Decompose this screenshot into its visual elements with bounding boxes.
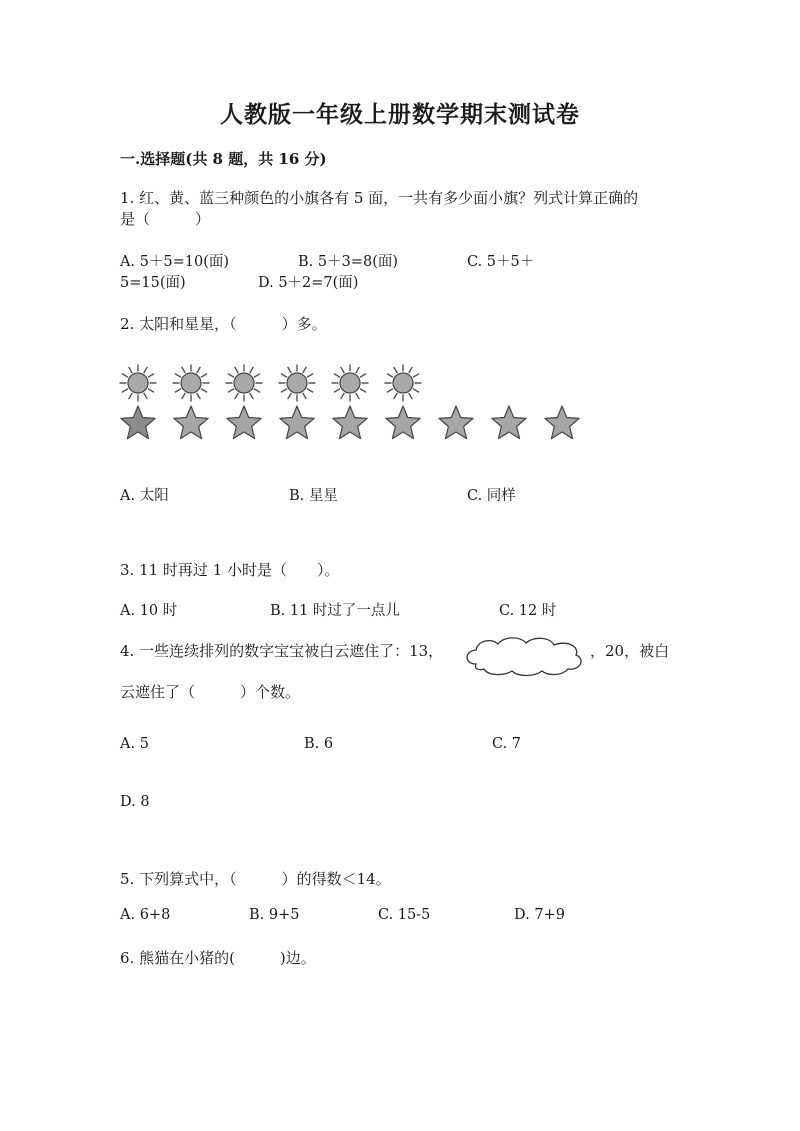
q4-option-d[interactable]: D. 8 bbox=[120, 794, 150, 810]
q2-option-a[interactable]: A. 太阳 bbox=[120, 488, 169, 504]
q6-text: 6. 熊猫在小猪的( )边。 bbox=[120, 949, 316, 967]
q2-option-b[interactable]: B. 星星 bbox=[289, 488, 338, 504]
q4-text-start: 4. 一些连续排列的数字宝宝被白云遮住了：13， bbox=[120, 642, 444, 660]
q4-text-end: ，20，被白 bbox=[590, 642, 670, 660]
star-icon bbox=[121, 406, 155, 439]
q2-text: 2. 太阳和星星，（ ）多。 bbox=[120, 315, 327, 333]
sun-icon bbox=[173, 365, 209, 401]
q4-option-a[interactable]: A. 5 bbox=[120, 736, 149, 752]
q1-text-line1: 1. 红、黄、蓝三种颜色的小旗各有 5 面，一共有多少面小旗？列式计算正确的 bbox=[120, 189, 639, 207]
star-icon bbox=[174, 406, 208, 439]
q1-option-c[interactable]: C. 5＋5＋ bbox=[467, 254, 535, 270]
q3-option-b[interactable]: B. 11 时过了一点儿 bbox=[270, 603, 400, 619]
q5-option-a[interactable]: A. 6+8 bbox=[120, 907, 171, 923]
sun-star-picture bbox=[112, 360, 582, 450]
star-icon bbox=[227, 406, 261, 439]
cloud-picture bbox=[462, 634, 586, 682]
q5-text: 5. 下列算式中，（ ）的得数＜14。 bbox=[120, 870, 391, 888]
sun-icon bbox=[120, 365, 156, 401]
star-icon bbox=[386, 406, 420, 439]
sun-icon bbox=[332, 365, 368, 401]
q1-option-b[interactable]: B. 5＋3=8(面) bbox=[298, 254, 399, 270]
q5-option-b[interactable]: B. 9+5 bbox=[249, 907, 300, 923]
cloud-icon bbox=[462, 634, 586, 678]
star-icon bbox=[280, 406, 314, 439]
q4-text-line2: 云遮住了（ ）个数。 bbox=[120, 683, 301, 701]
q1-option-a[interactable]: A. 5＋5=10(面) bbox=[120, 254, 230, 270]
sun-star-figure bbox=[112, 360, 582, 446]
q3-option-c[interactable]: C. 12 时 bbox=[499, 603, 557, 619]
sun-icon bbox=[279, 365, 315, 401]
sun-icon bbox=[385, 365, 421, 401]
page-title: 人教版一年级上册数学期末测试卷 bbox=[220, 101, 580, 128]
q1-text-line2: 是（ ） bbox=[120, 210, 211, 228]
q4-option-c[interactable]: C. 7 bbox=[492, 736, 522, 752]
q3-option-a[interactable]: A. 10 时 bbox=[120, 603, 178, 619]
q4-option-b[interactable]: B. 6 bbox=[304, 736, 334, 752]
section-heading: 一.选择题(共 8 题，共 16 分) bbox=[120, 150, 327, 168]
q1-option-d[interactable]: D. 5＋2=7(面) bbox=[258, 275, 359, 291]
q5-option-d[interactable]: D. 7+9 bbox=[514, 907, 565, 923]
star-icon bbox=[492, 406, 526, 439]
q1-option-c-cont: 5=15(面) bbox=[120, 275, 186, 291]
star-icon bbox=[545, 406, 579, 439]
q3-text: 3. 11 时再过 1 小时是（ ）。 bbox=[120, 561, 340, 579]
sun-icon bbox=[226, 365, 262, 401]
star-icon bbox=[333, 406, 367, 439]
q5-option-c[interactable]: C. 15-5 bbox=[378, 907, 431, 923]
star-icon bbox=[439, 406, 473, 439]
q2-option-c[interactable]: C. 同样 bbox=[467, 488, 516, 504]
